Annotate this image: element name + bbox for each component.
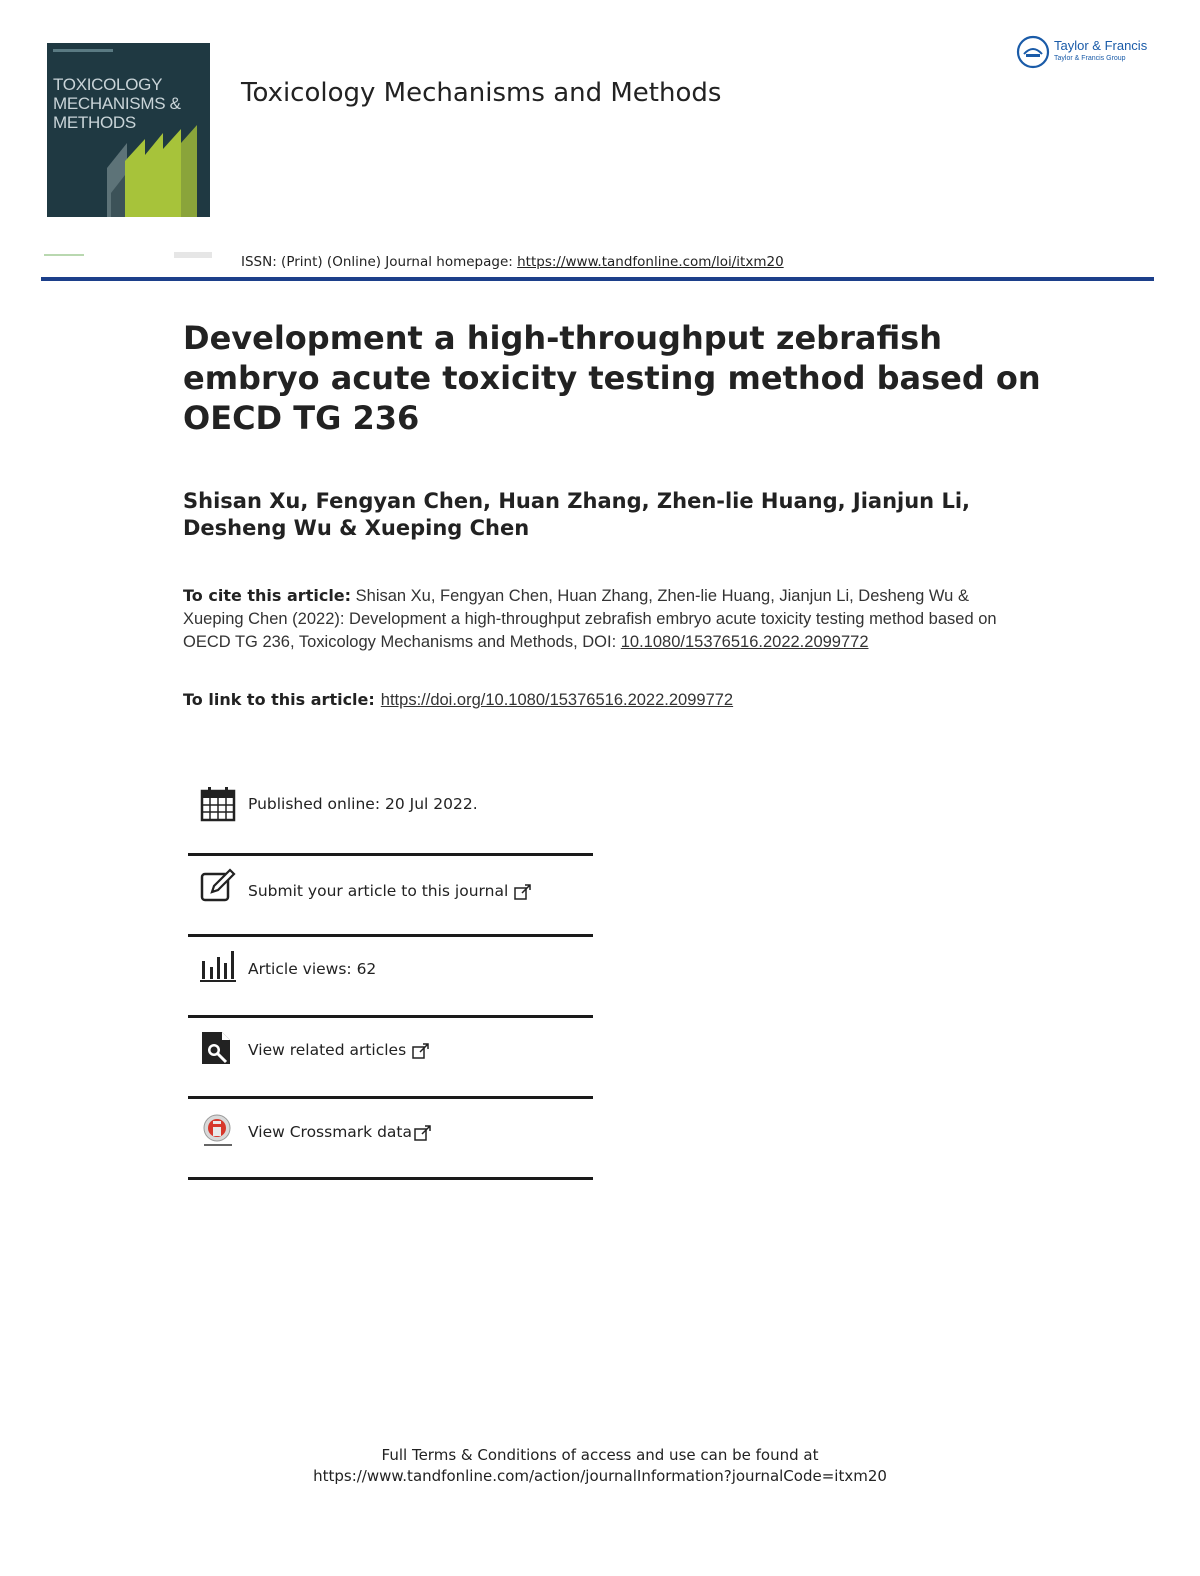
submit-article-link[interactable] [248, 882, 532, 900]
external-link-icon [514, 884, 532, 900]
published-online-text: Published online: 20 Jul 2022. [248, 795, 478, 813]
cover-header-strip [53, 49, 113, 52]
crossmark-icon [200, 1113, 236, 1149]
article-views-row [188, 937, 593, 1018]
faint-mark-left [44, 254, 84, 256]
related-articles-row[interactable] [188, 1018, 593, 1099]
article-views-text: Article views: 62 [248, 960, 377, 978]
issn-text: ISSN: (Print) (Online) Journal homepage: [241, 254, 518, 270]
external-link-icon [412, 1043, 430, 1059]
submit-article-label: Submit your article to this journal [248, 882, 509, 900]
related-articles-label: View related articles [248, 1041, 407, 1059]
journal-name: Toxicology Mechanisms and Methods [241, 78, 722, 108]
crossmark-label: View Crossmark data [248, 1123, 412, 1141]
submit-article-row[interactable] [188, 856, 593, 937]
crossmark-row[interactable] [188, 1099, 593, 1180]
published-online-row [188, 780, 593, 856]
faint-mark-mid [174, 252, 212, 258]
cite-label: To cite this article: [183, 586, 352, 605]
external-link-icon [414, 1125, 432, 1141]
article-link-line [183, 690, 733, 710]
taylor-francis-emblem-icon [1016, 35, 1050, 69]
terms-footer [0, 1445, 1200, 1487]
publisher-group: Taylor & Francis Group [1054, 55, 1126, 62]
publisher-name: Taylor & Francis [1054, 38, 1148, 53]
bar-chart-icon [200, 947, 236, 983]
article-doi-link[interactable]: https://doi.org/10.1080/15376516.2022.2099772 [380, 691, 734, 709]
article-title: Development a high-throughput zebrafish embryo acute toxicity testing method based on OECD TG 236 [183, 319, 1041, 437]
journal-homepage-link[interactable]: https://www.tandfonline.com/loi/itxm20 [517, 254, 784, 270]
edit-icon [200, 868, 236, 904]
citation-block [183, 584, 1013, 654]
issn-line [241, 254, 784, 270]
related-articles-link[interactable] [248, 1041, 430, 1059]
document-search-icon [200, 1030, 236, 1066]
footer-terms-link[interactable]: https://www.tandfonline.com/action/journalInformation?journalCode=itxm20 [313, 1467, 887, 1485]
article-authors: Shisan Xu, Fengyan Chen, Huan Zhang, Zhen-lie Huang, Jianjun Li, Desheng Wu & Xueping Chen [183, 489, 970, 540]
publisher-logo[interactable] [1016, 35, 1156, 69]
footer-terms-text: Full Terms & Conditions of access and use can be found at [381, 1446, 819, 1464]
link-label: To link to this article: [183, 690, 375, 709]
article-info-list [188, 780, 593, 1180]
cover-title: TOXICOLOGY MECHANISMS & METHODS [53, 75, 181, 132]
cite-text: Shisan Xu, Fengyan Chen, Huan Zhang, Zhen-lie Huang, Jianjun Li, Desheng Wu & Xueping Chen (2022): Development a high-throughput zebrafish embryo acute toxicity testing method based on OECD TG 236, Toxicology Mechanisms and Methods, DOI: [183, 587, 997, 651]
crossmark-link[interactable] [248, 1123, 432, 1141]
journal-cover-image [47, 43, 210, 217]
calendar-icon [200, 786, 236, 822]
cite-doi-link[interactable]: 10.1080/15376516.2022.2099772 [620, 633, 869, 651]
header-rule [41, 277, 1154, 281]
